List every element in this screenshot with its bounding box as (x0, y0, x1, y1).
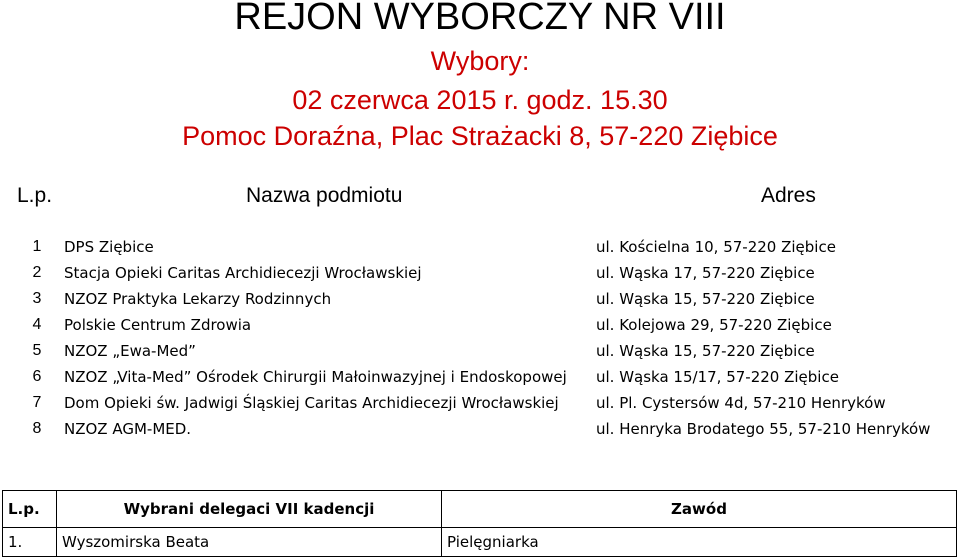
row-number: 3 (32, 290, 42, 307)
table-header-row (3, 491, 957, 528)
table-row (3, 528, 957, 557)
row-number: 6 (32, 368, 42, 385)
delegate-profession: Pielęgniarka (442, 528, 957, 557)
election-date: 02 czerwca 2015 r. godz. 15.30 (292, 85, 668, 115)
entity-address: ul. Wąska 15, 57-220 Ziębice (596, 290, 815, 308)
entity-address: ul. Wąska 15/17, 57-220 Ziębice (596, 368, 839, 386)
delegates-table (2, 490, 957, 557)
row-number: 1 (32, 238, 42, 255)
list-item (0, 286, 960, 312)
list-item (0, 338, 960, 364)
entity-name: Polskie Centrum Zdrowia (64, 316, 252, 334)
delegates-header-name: Wybrani delegaci VII kadencji (57, 491, 442, 528)
row-number: 5 (32, 342, 42, 359)
entity-name: NZOZ „Vita-Med” Ośrodek Chirurgii Małoinwazyjnej i Endoskopowej (64, 368, 567, 386)
entity-name: NZOZ „Ewa-Med” (64, 342, 196, 360)
list-item (0, 234, 960, 260)
entity-address: ul. Henryka Brodatego 55, 57-210 Henryków (596, 420, 931, 438)
list-item (0, 390, 960, 416)
row-number: 4 (32, 316, 42, 333)
election-location: Pomoc Doraźna, Plac Strażacki 8, 57-220 Ziębice (182, 121, 778, 151)
entity-name: NZOZ Praktyka Lekarzy Rodzinnych (64, 290, 332, 308)
entity-name: DPS Ziębice (64, 238, 154, 256)
delegate-number: 1. (3, 528, 57, 557)
page-title: REJON WYBORCZY NR VIII (234, 0, 726, 38)
list-item (0, 416, 960, 442)
entity-name: Stacja Opieki Caritas Archidiecezji Wrocławskiej (64, 264, 422, 282)
entity-address: ul. Wąska 17, 57-220 Ziębice (596, 264, 815, 282)
list-item (0, 312, 960, 338)
header-entity-name: Nazwa podmiotu (246, 184, 403, 207)
delegate-name: Wyszomirska Beata (57, 528, 442, 557)
delegates-header-lp: L.p. (3, 491, 57, 528)
row-number: 8 (32, 420, 42, 437)
entity-address: ul. Kościelna 10, 57-220 Ziębice (596, 238, 836, 256)
header-lp: L.p. (17, 184, 53, 207)
list-item (0, 364, 960, 390)
entity-address: ul. Wąska 15, 57-220 Ziębice (596, 342, 815, 360)
list-item (0, 260, 960, 286)
delegates-header-profession: Zawód (442, 491, 957, 528)
election-label: Wybory: (430, 46, 530, 76)
row-number: 7 (32, 394, 42, 411)
entity-address: ul. Pl. Cystersów 4d, 57-210 Henryków (596, 394, 886, 412)
entity-name: Dom Opieki św. Jadwigi Śląskiej Caritas Archidiecezji Wrocławskiej (64, 394, 559, 412)
entity-name: NZOZ AGM-MED. (64, 420, 192, 438)
row-number: 2 (32, 264, 42, 281)
entity-address: ul. Kolejowa 29, 57-220 Ziębice (596, 316, 832, 334)
header-address: Adres (761, 184, 816, 207)
